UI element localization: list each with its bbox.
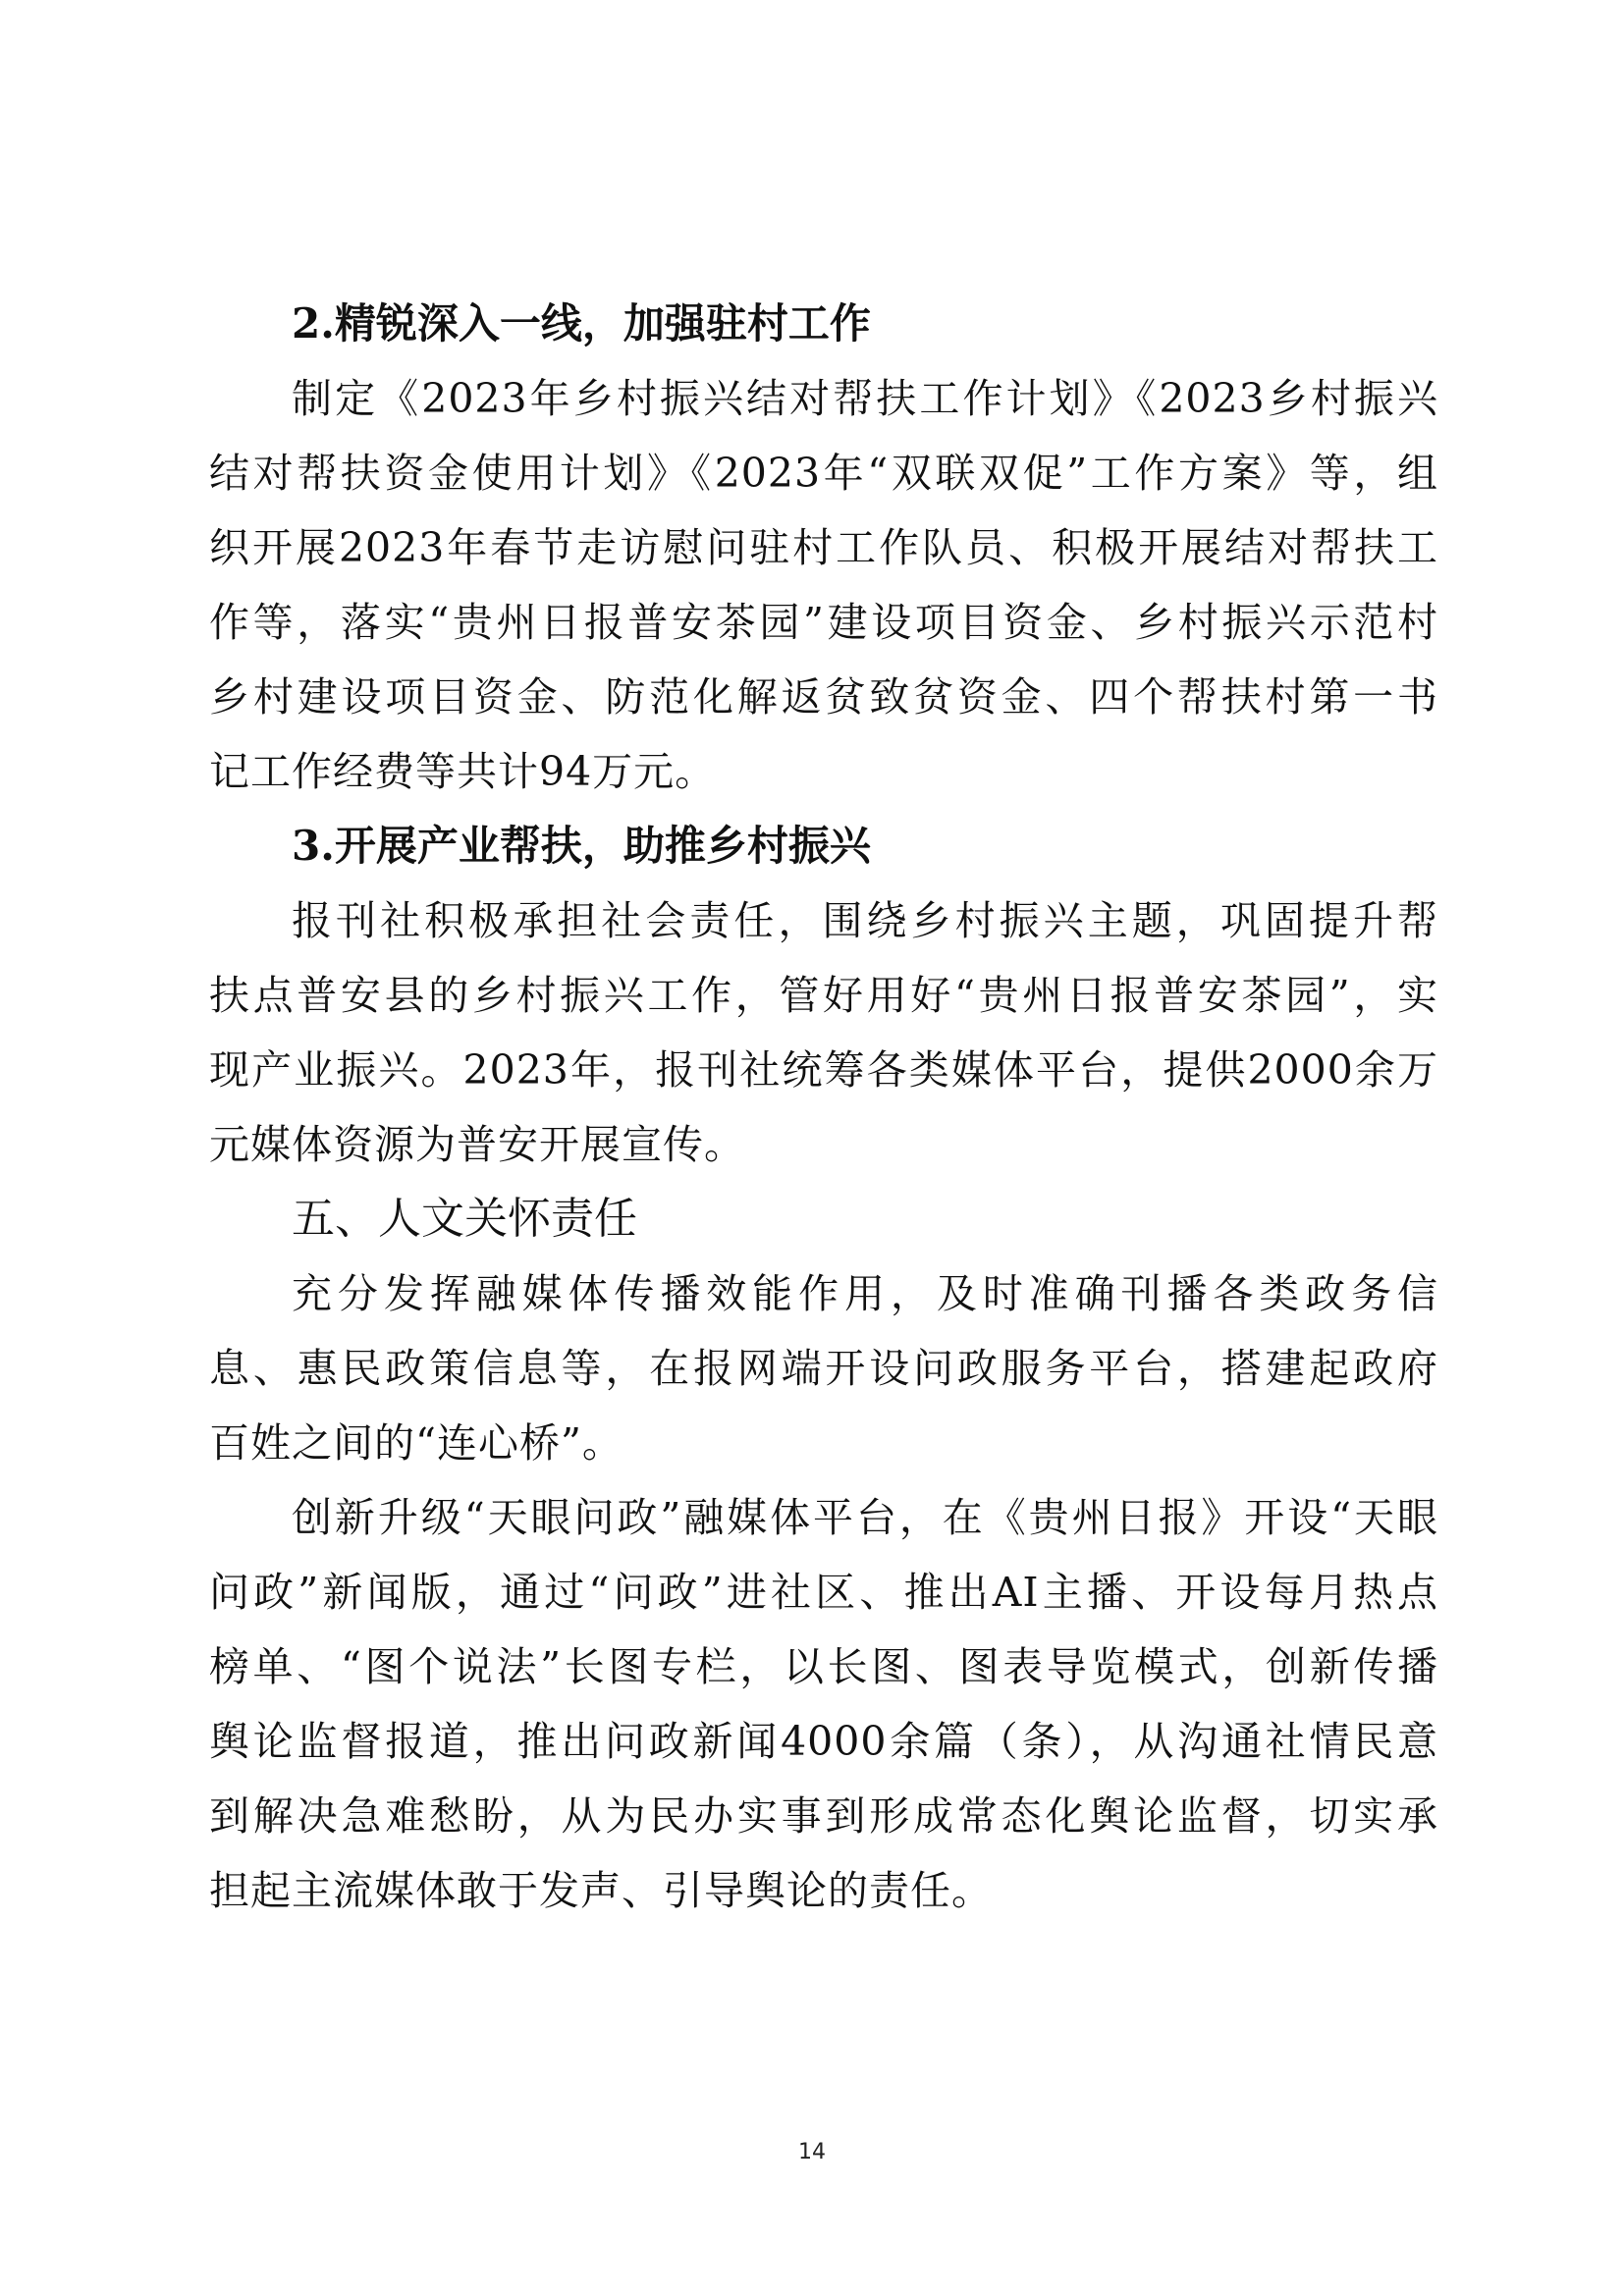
paragraph-line: 报刊社积极承担社会责任，围绕乡村振兴主题，巩固提升帮: [292, 897, 1438, 944]
paragraph-line: 制定《2023年乡村振兴结对帮扶工作计划》《2023乡村振兴: [292, 375, 1438, 422]
paragraph-line: 到解决急难愁盼，从为民办实事到形成常态化舆论监督，切实承: [209, 1792, 1438, 1840]
paragraph-line: 记工作经费等共计94万元。: [209, 748, 717, 795]
paragraph-industry-support: [209, 883, 1438, 1182]
paragraph-line: 作等，落实“贵州日报普安茶园”建设项目资金、乡村振兴示范村: [209, 599, 1438, 646]
paragraph-tianyan-platform: [209, 1480, 1438, 1928]
subheading-industry-support: 3.开展产业帮扶，助推乡村振兴: [292, 822, 871, 870]
paragraph-line: 创新升级“天眼问政”融媒体平台，在《贵州日报》开设“天眼: [292, 1494, 1438, 1541]
page-content: [209, 287, 1438, 1928]
paragraph-line: 舆论监督报道，推出问政新闻4000余篇（条），从沟通社情民意: [209, 1718, 1438, 1765]
paragraph-village-plans: [209, 361, 1438, 809]
paragraph-line: 织开展2023年春节走访慰问驻村工作队员、积极开展结对帮扶工: [209, 524, 1438, 571]
paragraph-line: 息、惠民政策信息等，在报网端开设问政服务平台，搭建起政府: [209, 1345, 1438, 1392]
paragraph-line: 问政”新闻版，通过“问政”进社区、推出AI主播、开设每月热点: [209, 1569, 1438, 1616]
paragraph-media-efficiency: [209, 1256, 1438, 1480]
paragraph-line: 乡村建设项目资金、防范化解返贫致贫资金、四个帮扶村第一书: [209, 673, 1438, 721]
page-number: 14: [798, 2140, 826, 2164]
paragraph-line: 担起主流媒体敢于发声、引导舆论的责任。: [209, 1867, 993, 1914]
paragraph-line: 扶点普安县的乡村振兴工作，管好用好“贵州日报普安茶园”，实: [209, 972, 1438, 1019]
paragraph-line: 百姓之间的“连心桥”。: [209, 1419, 623, 1467]
paragraph-line: 现产业振兴。2023年，报刊社统筹各类媒体平台，提供2000余万: [209, 1046, 1438, 1094]
paragraph-line: 充分发挥融媒体传播效能作用，及时准确刊播各类政务信: [292, 1270, 1438, 1317]
subheading-village-work: 2.精锐深入一线，加强驻村工作: [292, 299, 871, 347]
paragraph-line: 结对帮扶资金使用计划》《2023年“双联双促”工作方案》等，组: [209, 450, 1438, 497]
paragraph-line: 榜单、“图个说法”长图专栏，以长图、图表导览模式，创新传播: [209, 1643, 1438, 1690]
paragraph-line: 元媒体资源为普安开展宣传。: [209, 1121, 745, 1168]
section-heading-humanistic-care: 五、人文关怀责任: [292, 1194, 637, 1244]
